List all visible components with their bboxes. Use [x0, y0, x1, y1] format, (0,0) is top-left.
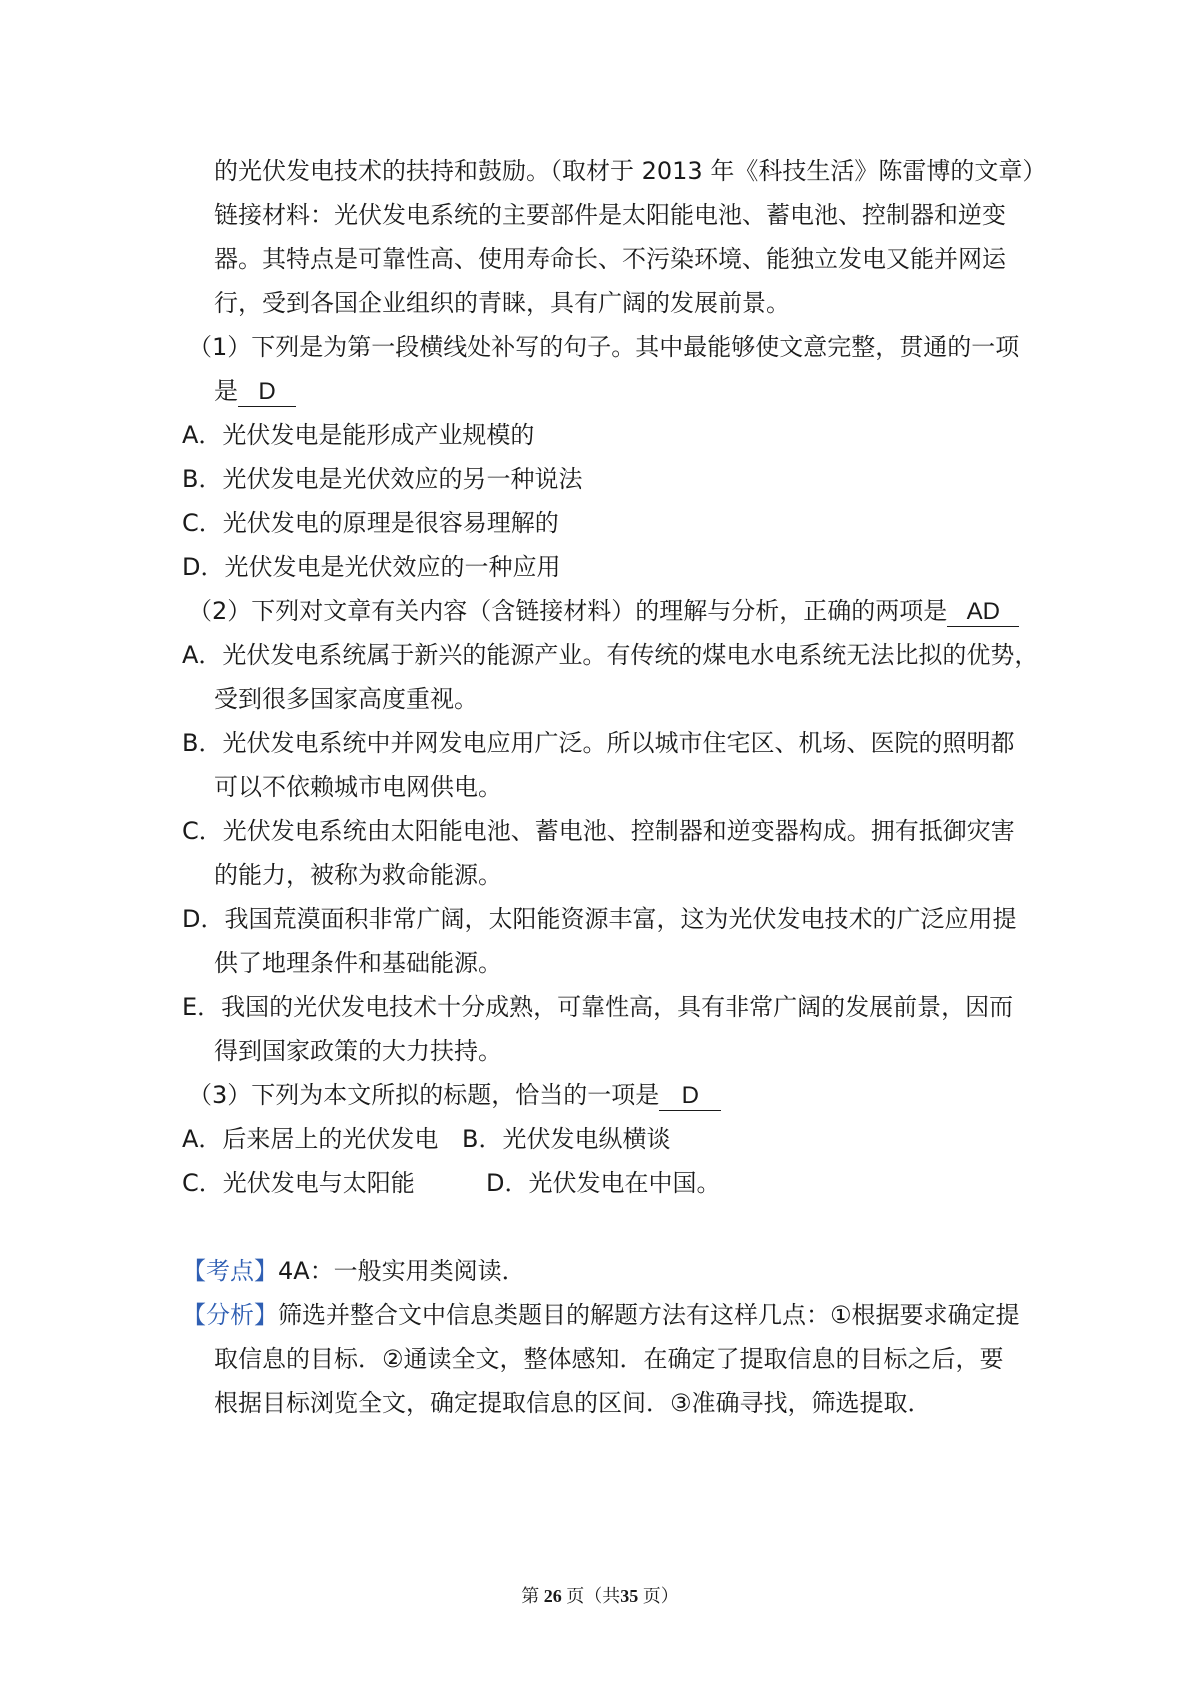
fenxi-line: [182, 1299, 1020, 1331]
fenxi-text: 筛选并整合文中信息类题目的解题方法有这样几点：①根据要求确定提: [278, 1301, 1020, 1329]
question-2-answer: AD: [947, 598, 1019, 627]
question-1-prefix: 是: [214, 377, 238, 405]
question-3-option-d: D．光伏发电在中国。: [486, 1169, 721, 1197]
footer-page-number: 26: [543, 1586, 562, 1606]
kaodian-line: [182, 1255, 526, 1287]
question-1-option-a: A．光伏发电是能形成产业规模的: [182, 421, 535, 449]
question-2-stem-line: [188, 595, 1019, 627]
kaodian-text: 4A：一般实用类阅读．: [278, 1257, 526, 1285]
question-1-option-c: C．光伏发电的原理是很容易理解的: [182, 509, 559, 537]
footer-prefix: 第: [521, 1586, 540, 1606]
question-2-option-d: D．我国荒漠面积非常广阔，太阳能资源丰富，这为光伏发电技术的广泛应用提: [182, 905, 1017, 933]
question-1-answer: D: [238, 378, 296, 407]
question-2-stem: （2）下列对文章有关内容（含链接材料）的理解与分析，正确的两项是: [188, 597, 948, 625]
question-3-stem-line: [188, 1079, 721, 1111]
passage-line: 器。其特点是可靠性高、使用寿命长、不污染环境、能独立发电又能并网运: [214, 245, 1006, 273]
question-2-option-a: A．光伏发电系统属于新兴的能源产业。有传统的煤电水电系统无法比拟的优势，: [182, 641, 1039, 669]
passage-line: 链接材料：光伏发电系统的主要部件是太阳能电池、蓄电池、控制器和逆变: [214, 201, 1006, 229]
question-2-option-d-cont: 供了地理条件和基础能源。: [214, 949, 502, 977]
question-3-option-b: B．光伏发电纵横谈: [462, 1125, 671, 1153]
fenxi-line-cont: 取信息的目标．②通读全文，整体感知．在确定了提取信息的目标之后，要: [214, 1345, 1004, 1373]
question-3-option-c: C．光伏发电与太阳能: [182, 1169, 415, 1197]
question-2-option-c: C．光伏发电系统由太阳能电池、蓄电池、控制器和逆变器构成。拥有抵御灾害: [182, 817, 1015, 845]
question-3-stem: （3）下列为本文所拟的标题，恰当的一项是: [188, 1081, 660, 1109]
footer-suffix: 页）: [642, 1586, 679, 1606]
fenxi-tag: 【分析】: [182, 1301, 278, 1329]
question-2-option-a-cont: 受到很多国家高度重视。: [214, 685, 478, 713]
question-2-option-c-cont: 的能力，被称为救命能源。: [214, 861, 502, 889]
page-footer: [0, 1582, 1200, 1608]
question-1-stem: （1）下列是为第一段横线处补写的句子。其中最能够使文意完整，贯通的一项: [188, 333, 1020, 361]
question-1-option-d: D．光伏发电是光伏效应的一种应用: [182, 553, 561, 581]
footer-total-pages: 35: [620, 1586, 639, 1606]
passage-line: 的光伏发电技术的扶持和鼓励。（取材于 2013 年《科技生活》陈雷博的文章）: [214, 157, 1047, 185]
question-1-stem-cont: [214, 375, 296, 407]
question-2-option-e: E．我国的光伏发电技术十分成熟，可靠性高，具有非常广阔的发展前景，因而: [182, 993, 1014, 1021]
question-2-option-e-cont: 得到国家政策的大力扶持。: [214, 1037, 502, 1065]
fenxi-line-cont: 根据目标浏览全文，确定提取信息的区间．③准确寻找，筛选提取．: [214, 1389, 932, 1417]
passage-line: 行，受到各国企业组织的青睐，具有广阔的发展前景。: [214, 289, 790, 317]
footer-middle: 页（共: [566, 1586, 621, 1606]
question-3-option-a: A．后来居上的光伏发电: [182, 1125, 439, 1153]
question-3-answer: D: [659, 1082, 721, 1111]
question-1-option-b: B．光伏发电是光伏效应的另一种说法: [182, 465, 583, 493]
question-2-option-b: B．光伏发电系统中并网发电应用广泛。所以城市住宅区、机场、医院的照明都: [182, 729, 1015, 757]
kaodian-tag: 【考点】: [182, 1257, 278, 1285]
question-2-option-b-cont: 可以不依赖城市电网供电。: [214, 773, 502, 801]
